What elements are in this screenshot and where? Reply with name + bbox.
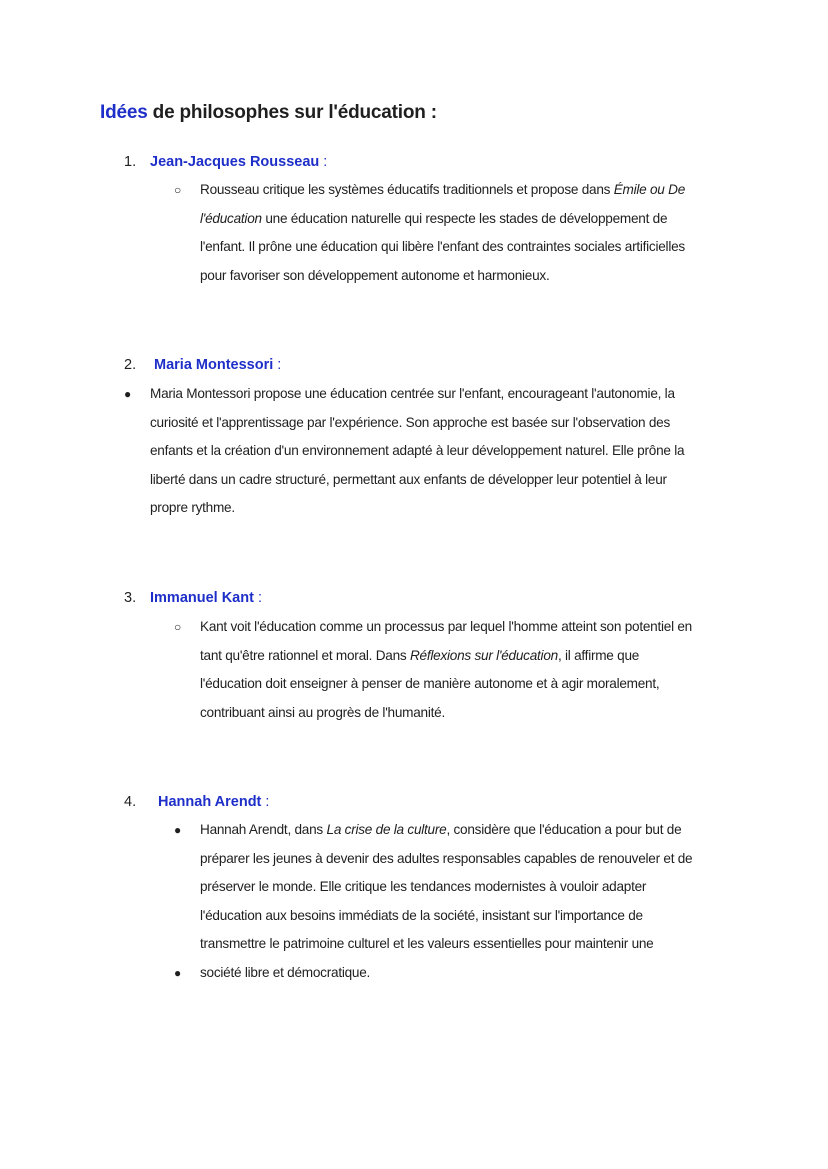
paragraph-line: l'enfant. Il prône une éducation qui libère l'enfant des contraintes sociales artificielles xyxy=(200,239,685,255)
section-4-bullet-2: ● xyxy=(174,966,182,980)
title-rest: de philosophes sur l'éducation : xyxy=(147,102,437,123)
section-3-name: Immanuel Kant xyxy=(150,590,254,606)
paragraph-line: propre rythme. xyxy=(150,500,235,516)
section-4-heading xyxy=(158,794,269,810)
paragraph-line: transmettre le patrimoine culturel et les valeurs essentielles pour maintenir une xyxy=(200,936,654,952)
section-4-number: 4. xyxy=(124,794,137,810)
section-1-name: Jean-Jacques Rousseau xyxy=(150,154,320,170)
section-1-colon: : xyxy=(319,154,328,170)
page-title xyxy=(100,102,437,124)
paragraph-line: préserver le monde. Elle critique les tendances modernistes à vouloir adapter xyxy=(200,879,647,895)
book-title: La crise de la culture xyxy=(326,822,447,837)
section-1-heading xyxy=(150,154,327,170)
section-2-text xyxy=(150,380,684,523)
paragraph-line: liberté dans un cadre structuré, permettant aux enfants de développer leur potentiel à leur xyxy=(150,471,667,487)
paragraph-line: Hannah Arendt, dans La crise de la culture, considère que l'éducation a pour but de xyxy=(200,822,682,837)
paragraph-line: préparer les jeunes à devenir des adultes responsables capables de renouveler et de xyxy=(200,850,693,866)
paragraph-line: curiosité et l'apprentissage par l'expérience. Son approche est basée sur l'observation des xyxy=(150,414,671,430)
paragraph-line: Maria Montessori propose une éducation centrée sur l'enfant, encourageant l'autonomie, la xyxy=(150,386,675,401)
paragraph-line: enfants et la création d'un environnement adapté à leur développement naturel. Elle prône la xyxy=(150,443,685,459)
paragraph-line: l'éducation aux besoins immédiats de la société, insistant sur l'importance de xyxy=(200,907,643,923)
section-1-number: 1. xyxy=(124,154,137,170)
section-2-name: Maria Montessori xyxy=(154,357,274,373)
section-3-number: 3. xyxy=(124,590,137,606)
book-title: Réflexions sur l'éducation xyxy=(409,647,558,663)
section-1-bullet: ○ xyxy=(174,183,182,197)
paragraph-line: l'éducation une éducation naturelle qui respecte les stades de développement de xyxy=(200,210,668,226)
section-3-text xyxy=(200,613,692,727)
paragraph-line: contribuant ainsi au progrès de l'humanité. xyxy=(200,704,445,720)
section-4-text xyxy=(200,816,692,988)
section-4-bullet: ● xyxy=(174,823,182,837)
section-2-number: 2. xyxy=(124,357,137,373)
paragraph-line: Rousseau critique les systèmes éducatifs traditionnels et propose dans Émile ou De xyxy=(200,182,686,197)
paragraph-line: Kant voit l'éducation comme un processus par lequel l'homme atteint son potentiel en xyxy=(200,619,692,634)
section-4-name: Hannah Arendt xyxy=(158,794,262,810)
paragraph-line: l'éducation doit enseigner à penser de manière autonome et à agir moralement, xyxy=(200,676,660,692)
paragraph-line: pour favoriser son développement autonome et harmonieux. xyxy=(200,267,550,283)
section-2-colon: : xyxy=(273,357,282,373)
paragraph-line: tant qu'être rationnel et moral. Dans Réflexions sur l'éducation, il affirme que xyxy=(200,647,640,663)
section-3-heading xyxy=(150,590,262,606)
paragraph-line: société libre et démocratique. xyxy=(200,964,371,980)
book-title: Émile ou De xyxy=(613,182,686,197)
section-4-colon: : xyxy=(261,794,270,810)
book-title: l'éducation xyxy=(200,210,262,226)
section-2-bullet: ● xyxy=(124,387,132,401)
section-1-text xyxy=(200,176,685,290)
title-highlight: Idées xyxy=(100,102,148,123)
section-2-heading xyxy=(154,357,281,373)
section-3-bullet: ○ xyxy=(174,620,182,634)
section-3-colon: : xyxy=(253,590,262,606)
